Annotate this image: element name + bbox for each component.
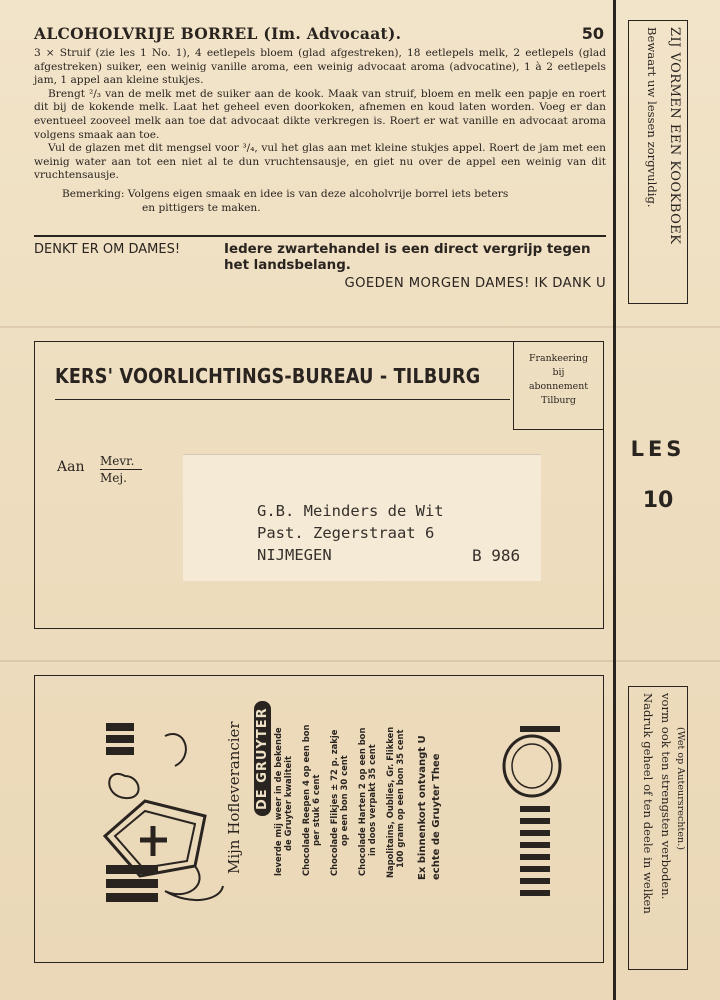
- address-block: [257, 500, 444, 566]
- envelope-title: KERS' VOORLICHTINGS-BUREAU - TILBURG: [55, 364, 481, 388]
- copyright-line-2: vorm ook ten strengsten verboden.: [659, 693, 673, 900]
- advert-brand: DE GRUYTER: [254, 701, 271, 816]
- advert-line: Chocolade Harten 2 op een bon: [357, 727, 367, 876]
- advert-tea-line-2: echte de Gruyter Thee: [431, 753, 442, 880]
- vertical-divider: [613, 0, 616, 1000]
- recipe-step-2: Vul de glazen met dit mengsel voor ³/₄, vul het glas aan met kleine stukjes appel. Roert de jam met een weinig water aan tot een niet al te dun vruchtensausje, en giet nu over de appel een weinig van dit vruchtensausje.: [34, 142, 606, 182]
- warning-bold: Iedere zwartehandel is een direct vergrijp tegen het landsbelang.: [224, 242, 591, 273]
- fold-line-bottom: [0, 660, 720, 662]
- copyright-line-3: (Wet op Auteursrechten.): [675, 727, 686, 851]
- recipe-note: [34, 188, 606, 215]
- advert-title: Mijn Hofleverancier: [225, 721, 243, 874]
- fold-line-top: [0, 326, 720, 328]
- address-line: Past. Zegerstraat 6: [257, 524, 435, 542]
- note-line-1: Volgens eigen smaak en idee is van deze alcoholvrije borrel iets beters: [127, 187, 509, 200]
- stamp-line: abonnement: [528, 381, 589, 392]
- envelope-panel: [34, 341, 604, 629]
- warning-rule: [34, 235, 606, 237]
- tea-tin-illustration: [490, 716, 570, 916]
- recipe-number: 50: [581, 24, 604, 43]
- recipe-title: ALCOHOLVRIJE BORREL (Im. Advocaat).: [34, 24, 402, 43]
- salutation-mevr: Mevr.: [100, 453, 142, 470]
- postage-stamp-box: [513, 342, 603, 430]
- keep-lessons-line-1: Bewaart uw lessen zorgvuldig.: [645, 27, 659, 208]
- advert-line: de Gruyter kwaliteit: [283, 755, 293, 851]
- advert-line: Chocolade Flikjes ± 72 p. zakje: [329, 729, 339, 876]
- salutation: [100, 453, 142, 486]
- recipe-ingredients: 3 × Struif (zie les 1 No. 1), 4 eetlepels bloem (glad afgestreken), 18 eetlepels melk, 2 eetlepels (glad afgestreken) suiker, een weinig vanille aroma, een weinig advocaat aroma (advocatine), 1 à 2 eetlepels jam, 1 appel aan kleine stukjes.: [34, 47, 606, 87]
- recipe-section: [34, 24, 606, 215]
- stamp-line: bij: [552, 367, 565, 378]
- copyright-line-1: Nadruk geheel of ten deele in welken: [641, 693, 655, 914]
- envelope-title-rule: [55, 399, 510, 400]
- advert-brand-wrap: [251, 701, 270, 816]
- warning-thanks: GOEDEN MORGEN DAMES! IK DANK U: [344, 276, 606, 291]
- advert-line: Napolitains, Oublies, Gr. Flikken: [385, 726, 395, 878]
- lesson-number: 10: [642, 488, 674, 513]
- advert-panel: [34, 675, 604, 963]
- warning-left: DENKT ER OM DAMES!: [34, 242, 181, 257]
- advert-line: in doos verpakt 35 cent: [367, 744, 377, 856]
- salutation-mej: Mej.: [100, 471, 127, 485]
- keep-lessons-box: [628, 20, 688, 304]
- advert-line: leverde mij weer in de bekende: [273, 727, 283, 876]
- stamp-line: Tilburg: [541, 395, 576, 406]
- address-line: G.B. Meinders de Wit: [257, 502, 444, 520]
- note-line-2: en pittigers te maken.: [142, 201, 261, 214]
- addressee-label: Aan: [57, 459, 85, 475]
- stamp-line: Frankeering: [529, 353, 588, 364]
- keep-lessons-line-2: ZIJ VORMEN EEN KOOKBOEK: [667, 27, 682, 245]
- lesson-label: LES: [630, 437, 686, 461]
- advert-line: Chocolade Reepen 4 op een bon: [301, 724, 311, 876]
- advert-tea-line-1: Ex binnenkort ontvangt U: [417, 735, 428, 880]
- copyright-box: [628, 686, 688, 970]
- advert-line: op een bon 30 cent: [339, 755, 349, 846]
- note-label: Bemerking:: [62, 187, 125, 200]
- subscriber-code: B 986: [472, 546, 521, 565]
- crest-illustration: [95, 716, 225, 916]
- address-line: NIJMEGEN: [257, 546, 332, 564]
- recipe-step-1: Brengt ²/₃ van de melk met de suiker aan de kook. Maak van struif, bloem en melk een papje en roert dit bij de kokende melk. Laat het geheel even doorkoken, afnemen en koud laten worden. Voeg er dan eventueel zooveel melk aan toe dat advocaat dikte verkregen is. Roert er wat vanille en advocaat aroma volgens smaak aan toe.: [34, 87, 606, 141]
- advert-line: per stuk 6 cent: [311, 774, 321, 846]
- advert-line: 100 gram op een bon 35 cent: [395, 729, 405, 868]
